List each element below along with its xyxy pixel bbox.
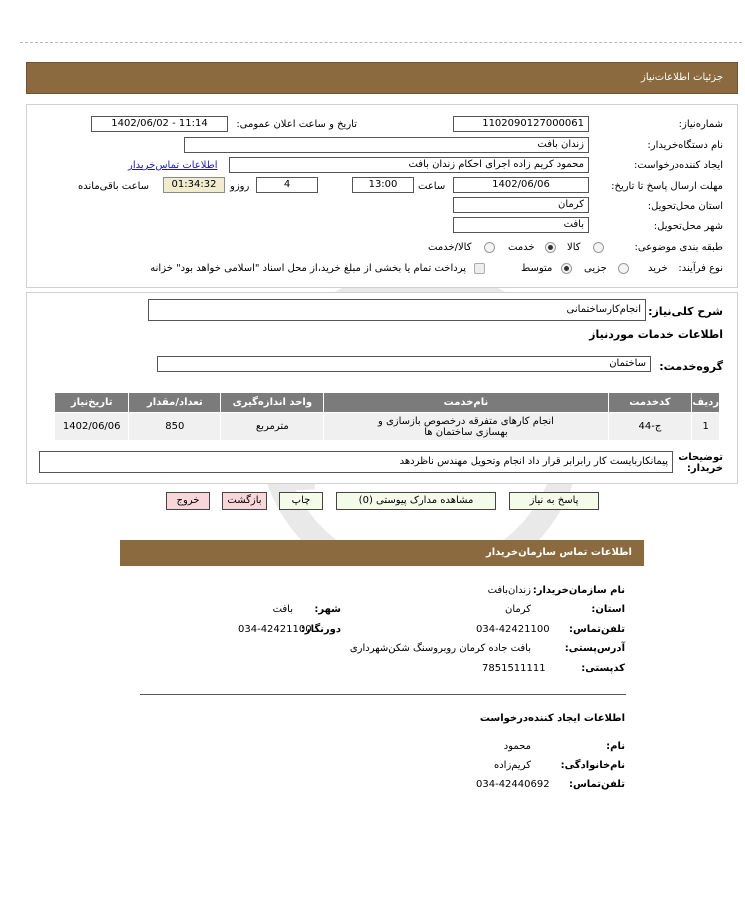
col-unit-header: واحد اندازه‌گیری [221, 393, 324, 413]
contact-city-value: بافت [272, 604, 293, 615]
col-code-header: کدخدمت [608, 393, 692, 413]
deadline-date-field: 1402/06/06 [453, 177, 589, 193]
remaining-time-field: 01:34:32 [163, 177, 225, 193]
contact-postal-label: کدپستی: [581, 663, 625, 674]
creator-phone-value: 034-42440692 [476, 779, 550, 790]
process-minor-label: جزیی [584, 263, 607, 274]
creator-name-label: نام: [606, 741, 625, 752]
creator-name-value: محمود [503, 741, 531, 752]
category-goods-label: کالا [567, 242, 581, 253]
days-field: 4 [256, 177, 318, 193]
city-label: شهر محل‌تحویل: [653, 221, 723, 232]
days-label: روزو [230, 181, 250, 192]
need-number-label: شماره‌نیاز: [678, 119, 723, 130]
process-buy-label: خرید [648, 263, 668, 274]
process-label: نوع فرآیند: [678, 263, 723, 274]
remaining-label: ساعت باقی‌مانده [78, 181, 150, 192]
contact-separator [140, 694, 626, 695]
category-both-label: کالا/خدمت [428, 242, 472, 253]
province-field: کرمان [453, 197, 589, 213]
contact-fax-value: 034-42421100 [238, 624, 312, 635]
group-field: ساختمان [157, 356, 651, 372]
row-name: انجام کارهای متفرقه درخصوص بازسازی و بهسازی ساختمان ها [324, 413, 608, 441]
category-goods-radio[interactable] [593, 242, 604, 253]
exit-button[interactable]: خروج [166, 492, 210, 510]
row-index: 1 [692, 413, 720, 441]
province-label: استان محل‌تحویل: [647, 201, 723, 212]
page-title: جزئیات اطلاعات‌نیاز [641, 72, 723, 83]
contact-city-label: شهر: [314, 604, 341, 615]
row-qty: 850 [129, 413, 221, 441]
row-unit: مترمربع [221, 413, 324, 441]
services-table [54, 392, 720, 441]
payment-checkbox[interactable] [474, 263, 485, 274]
hour-label: ساعت [418, 181, 446, 192]
top-divider [20, 42, 742, 43]
category-label: طبقه بندی موضوعی: [634, 242, 723, 253]
process-medium-label: متوسط [521, 263, 553, 274]
table-row [55, 413, 720, 441]
deadline-label: مهلت ارسال پاسخ تا تاریخ: [611, 181, 723, 192]
creator-phone-label: تلفن‌تماس: [568, 779, 625, 790]
col-date-header: تاریخ‌نیاز [55, 393, 129, 413]
org-name-value: زندان‌بافت [487, 585, 531, 596]
category-service-radio[interactable] [545, 242, 556, 253]
contact-address-label: آدرس‌پستی: [564, 643, 625, 654]
need-number-field: 1102090127000061 [453, 116, 589, 132]
summary-label: شرح کلی‌نیاز: [648, 305, 723, 318]
contact-province-value: کرمان [504, 604, 531, 615]
payment-note: پرداخت تمام یا بخشی از مبلغ خرید،از محل اسناد "اسلامی خواهد بود" خزانه [150, 263, 466, 274]
contact-phone-label: تلفن‌تماس: [568, 624, 625, 635]
col-qty-header: تعداد/مقدار [129, 393, 221, 413]
category-both-radio[interactable] [484, 242, 495, 253]
row-date: 1402/06/06 [55, 413, 129, 441]
deadline-time-field: 13:00 [352, 177, 414, 193]
creator-label: ایجاد کننده‌درخواست: [634, 160, 723, 171]
summary-field: انجام‌کارساختمانی [148, 299, 646, 321]
back-button[interactable]: بازگشت [222, 492, 267, 510]
buyer-contact-link[interactable]: اطلاعات تماس‌خریدار [128, 160, 218, 171]
contact-title: اطلاعات تماس سازمان‌خریدار [485, 547, 632, 558]
announce-field: 1402/06/02 - 11:14 [91, 116, 228, 132]
buyer-notes-field: پیمانکاربایست کار رابرابر قرار داد انجام وتحویل مهندس ناظردهد [39, 451, 673, 473]
reply-button[interactable]: پاسخ به نیاز [509, 492, 599, 510]
city-field: بافت [453, 217, 589, 233]
col-index-header: ردیف [692, 393, 720, 413]
page-header [26, 62, 738, 94]
contact-province-label: استان: [591, 604, 625, 615]
org-name-label: نام سازمان‌خریدار: [532, 585, 625, 596]
col-name-header: نام‌خدمت [324, 393, 608, 413]
buyer-org-label: نام دستگاه‌خریدار: [647, 140, 723, 151]
contact-postal-value: 7851511111 [482, 663, 546, 674]
category-service-label: خدمت [508, 242, 535, 253]
creator-family-label: نام‌خانوادگی: [560, 760, 625, 771]
group-label: گروه‌خدمت: [659, 360, 723, 373]
creator-info-title: اطلاعات ایجاد کننده‌درخواست [479, 713, 625, 724]
creator-field: محمود کریم زاده اجرای احکام زندان بافت [229, 157, 589, 173]
creator-family-value: کریم‌زاده [493, 760, 531, 771]
process-buy-radio[interactable] [618, 263, 629, 274]
row-code: ج-44 [608, 413, 692, 441]
buyer-notes-label: توضیحات خریدار: [678, 452, 723, 474]
contact-phone-value: 034-42421100 [476, 624, 550, 635]
process-medium-radio[interactable] [561, 263, 572, 274]
contact-header [120, 540, 644, 566]
announce-label: تاریخ و ساعت اعلان عمومی: [236, 119, 357, 130]
contact-fax-label: دورنگار: [300, 624, 341, 635]
contact-address-value: بافت جاده کرمان روبروسنگ شکن‌شهرداری [349, 643, 531, 654]
attachments-button[interactable]: مشاهده مدارک پیوستی (0) [336, 492, 496, 510]
print-button[interactable]: چاپ [279, 492, 323, 510]
services-heading: اطلاعات خدمات موردنیاز [589, 328, 723, 341]
buyer-org-field: زندان بافت [184, 137, 589, 153]
